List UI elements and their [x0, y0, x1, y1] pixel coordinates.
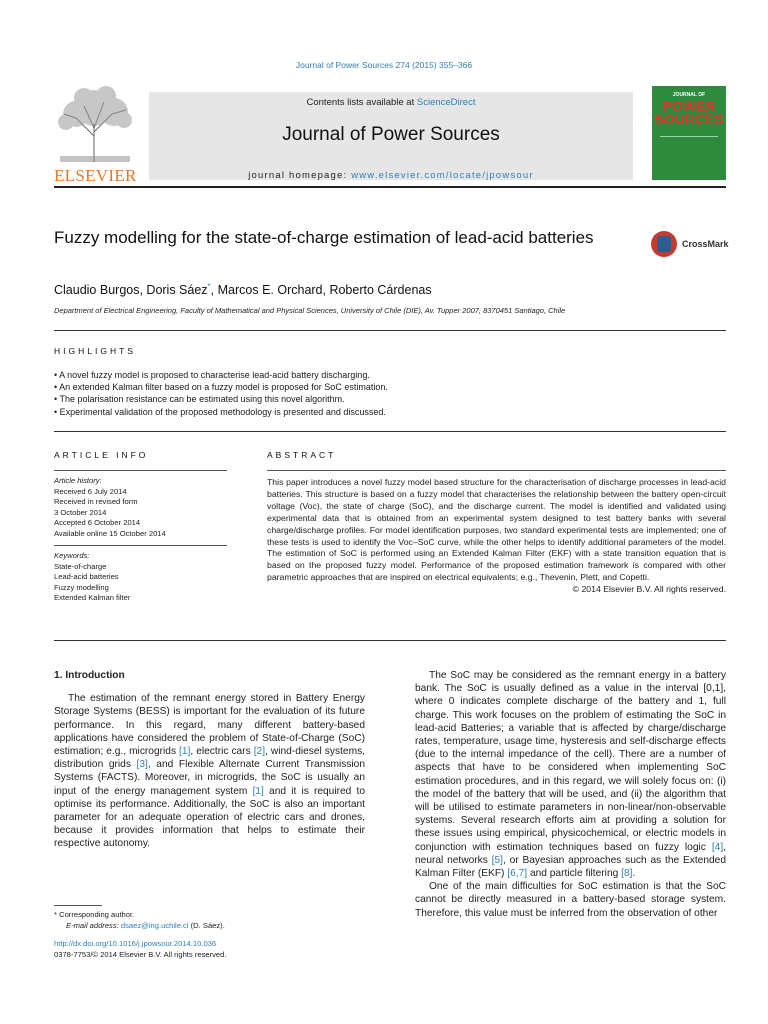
keyword-item: Fuzzy modelling [54, 582, 109, 592]
citation-link[interactable]: [1] [179, 746, 191, 758]
cover-word2: SOURCES [654, 111, 724, 127]
issn-line: 0378-7753/© 2014 Elsevier B.V. All rights reserved. [54, 949, 227, 959]
citation-link[interactable]: [2] [253, 746, 266, 758]
article-info [54, 470, 227, 604]
history-item: Received 6 July 2014 [54, 486, 127, 496]
highlights-list [54, 369, 726, 418]
highlight-item: • An extended Kalman filter based on a fuzzy model is proposed for SoC estimation. [54, 382, 388, 393]
journal-homepage [149, 170, 633, 181]
footnote-marker: * [54, 910, 57, 919]
footnote-label: Corresponding author. [56, 910, 135, 919]
abstract-text: This paper introduces a novel fuzzy model based structure for the characterisation of discharge processes in lead-acid batteries. This structure is based on a fuzzy model that characterises the relationship between the battery open-circuit voltage (Voc), the state of charge (SoC), and the discharge current. The model is identified and validated using experimental data that is obtained from an experimental system designed to test battery banks with several charge/discharge profiles. For model identification purposes, two standard experimental tests are implemented; one of these tests is used to identify the Voc–SoC curve, while the other helps to identify additional parameters of the model. The estimation of SoC is performed using an Extended Kalman Filter (EKF) with a state transition equation that is based on the proposed fuzzy model. Performance of the proposed estimation framework is compared with other parametric approaches that are inspired on electrical equivalents; e.g., Thevenin, Plett, and Copetti. [267, 477, 726, 583]
body-column-left [54, 669, 365, 851]
email-link[interactable]: dsaez@ing.uchile.cl [120, 920, 189, 930]
sciencedirect-link[interactable]: ScienceDirect [416, 97, 476, 108]
elsevier-tree-logo [54, 84, 137, 185]
keyword-item: State-of-charge [54, 561, 107, 571]
citation-link[interactable]: [4] [711, 841, 724, 853]
citation-link[interactable]: [1] [252, 785, 264, 797]
cover-divider [660, 136, 718, 155]
cover-word1: POWER [662, 98, 716, 114]
keywords-label: Keywords: [54, 551, 90, 560]
history-item: Received in revised form [54, 497, 138, 506]
paragraph: The estimation of the remnant energy stored in Battery Energy Storage Systems (BESS) is important for the evaluation of its future performance. In this regard, many different battery-based applications have considered the problem of State-of-Charge (SoC) estimation; e.g., microgrids [1], electric cars [2], wind-diesel systems, distribution grids [3], and Flexible Alternate Current Transmission Systems (FACTS). Moreover, in microgrids, the SoC is usually an input of the energy management system [1] and it is required to optimise its performance. Additionally, the SoC is also an important parameter for an adequate operation of electric cars and drones, because it provides information that helps to estimate their respective autonomy. [54, 693, 365, 850]
article-history [54, 476, 227, 539]
homepage-prefix: journal homepage: [248, 170, 352, 181]
highlight-item: • The polarisation resistance can be estimated using this novel algorithm. [54, 394, 345, 405]
header-rule [54, 186, 726, 188]
citation-link[interactable]: [8] [621, 868, 633, 880]
affiliation: Department of Electrical Engineering, Faculty of Mathematical and Physical Sciences, University of Chile (DIE), Av. Tupper 2007, 8370451 Santiago, Chile [54, 306, 566, 315]
abstract-heading: ABSTRACT [267, 450, 337, 460]
cover-title [652, 100, 726, 126]
journal-title: Journal of Power Sources [282, 124, 500, 145]
masthead [54, 84, 726, 185]
history-item: 3 October 2014 [54, 507, 107, 517]
crossmark-badge[interactable] [651, 231, 731, 261]
highlight-item: • Experimental validation of the proposed methodology is presented and discussed. [54, 406, 386, 417]
keywords [54, 551, 227, 604]
doi-link[interactable]: http://dx.doi.org/10.1016/j.jpowsour.2014.10.036 [54, 939, 217, 948]
author-list [54, 282, 432, 297]
paragraph: One of the main difficulties for SoC estimation is that the SoC cannot be directly measured in a battery-based storage system. Therefore, this value must be inferred from the observation of other [415, 881, 726, 919]
journal-banner [149, 92, 633, 180]
body-column-right [415, 669, 726, 920]
corresponding-author-marker[interactable]: * [207, 282, 211, 291]
highlight-item: • A novel fuzzy model is proposed to characterise lead-acid battery discharging. [54, 370, 370, 380]
citation-link[interactable]: [5] [491, 854, 503, 866]
keyword-item: Extended Kalman filter [54, 593, 131, 602]
history-item: Accepted 6 October 2014 [54, 518, 141, 527]
doi-block [54, 939, 226, 960]
paragraph: The SoC may be considered as the remnant energy in a battery bank. The SoC is usually defined as a value in the interval [0,1], where 0 indicates complete discharge of the battery and 1, full charge. This work focuses on the problem of estimating the SoC in lead-acid Batteries; a variable that is affected by charge/discharge rates, temperature, usage time, hysteresis and self-discharge effects (due to the internal impedance of the cell). There are a number of aspects that have to be considered when implementing SoC estimation procedures, and in this regard, we will solely focus on: (i) the model of the battery that will be used, and (ii) the algorithm that will be utilised to estimate parameters in non-linear/non-observable systems. Several research efforts aim at providing a solution for these issues using empirical, physicochemical, or electric models in conjunction with estimation techniques based on fuzzy logic [4], neural networks [5], or Bayesian approaches such as the Extended Kalman Filter (EKF) [6,7] and particle filtering [8]. [415, 670, 726, 880]
abstract-copyright: © 2014 Elsevier B.V. All rights reserved. [572, 584, 726, 595]
contents-prefix: Contents lists available at [306, 97, 417, 108]
authors-first: Claudio Burgos, Doris Sáez [54, 283, 208, 298]
affiliation-rule [54, 330, 726, 331]
authors-rest: , Marcos E. Orchard, Roberto Cárdenas [210, 283, 432, 298]
paper-title: Fuzzy modelling for the state-of-charge estimation of lead-acid batteries [54, 228, 594, 247]
article-info-heading: ARTICLE INFO [54, 450, 149, 460]
contents-line [149, 97, 633, 108]
crossmark-icon [651, 231, 677, 257]
abstract [267, 470, 726, 596]
citation-link[interactable]: [3] [136, 759, 148, 771]
highlights-rule [54, 431, 726, 432]
highlights-heading: HIGHLIGHTS [54, 346, 136, 356]
keyword-item: Lead-acid batteries [54, 572, 119, 581]
homepage-link[interactable]: www.elsevier.com/locate/jpowsour [351, 170, 534, 181]
history-item: Available online 15 October 2014 [54, 528, 166, 538]
email-suffix: (D. Sáez). [188, 920, 225, 930]
journal-cover-image[interactable] [652, 86, 726, 180]
footnote [54, 905, 365, 931]
crossmark-label: CrossMark [682, 239, 729, 249]
history-label: Article history: [54, 476, 102, 485]
email-label: E-mail address: [66, 920, 121, 930]
publisher-wordmark: ELSEVIER [54, 166, 137, 185]
citation-link[interactable]: [6,7] [507, 868, 528, 880]
abstract-rule [54, 640, 726, 641]
section-heading: 1. Introduction [54, 670, 125, 681]
cover-top-text: JOURNAL OF [672, 92, 706, 98]
journal-citation[interactable]: Journal of Power Sources 274 (2015) 355–366 [295, 60, 473, 70]
